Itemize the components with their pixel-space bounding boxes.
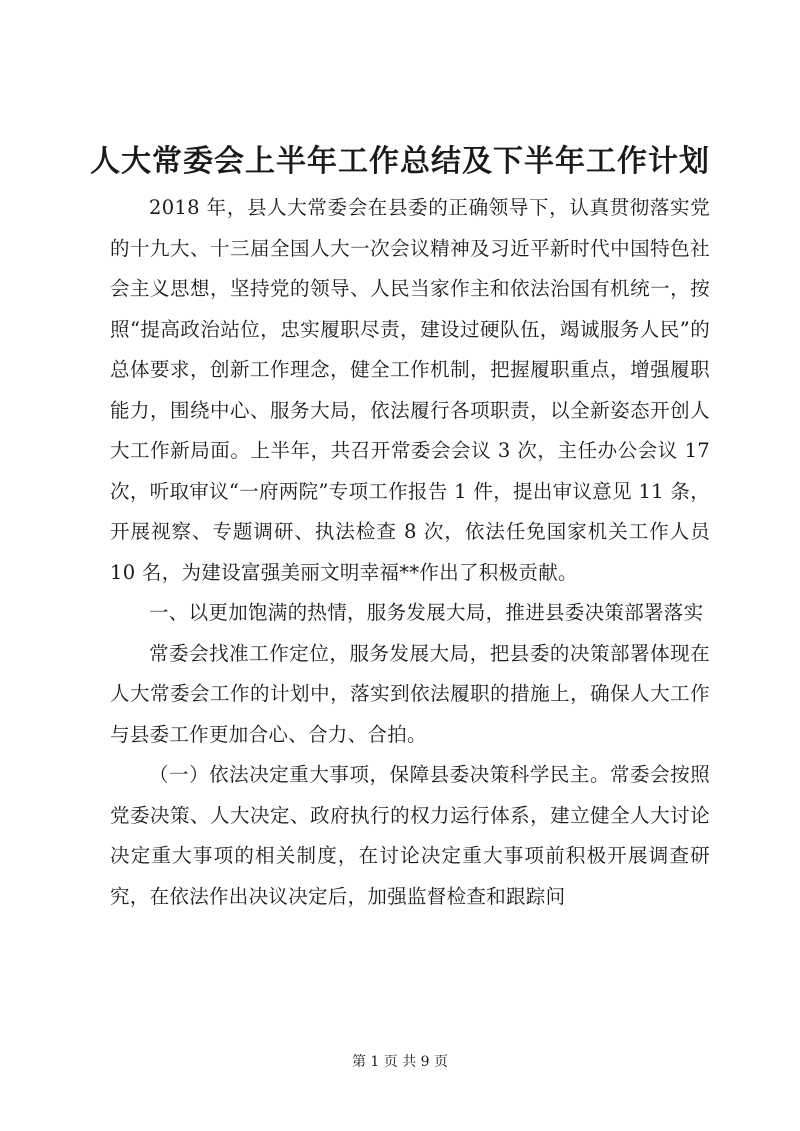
paragraph-subsection-one: （一）依法决定重大事项，保障县委决策科学民主。常委会按照党委决策、人大决定、政府执行的权力运行体系，建立健全人大讨论决定重大事项的相关制度，在讨论决定重大事项前积极开展调查研究，在依法作出决议决定后，加强监督检查和跟踪问 <box>110 763 710 908</box>
page-footer: 第 1 页 共 9 页 <box>351 1054 449 1070</box>
paragraph-section-summary: 常委会找准工作定位，服务发展大局，把县委的决策部署体现在人大常委会工作的计划中，落实到依法履职的措施上，确保人大工作与县委工作更加合心、合力、合拍。 <box>110 641 710 746</box>
document-title: 人大常委会上半年工作总结及下半年工作计划 <box>90 144 710 179</box>
paragraph-intro: 2018 年，县人大常委会在县委的正确领导下，认真贯彻落实党的十九大、十三届全国人大一次会议精神及习近平新时代中国特色社会主义思想，坚持党的领导、人民当家作主和依法治国有机统一，按照“提高政治站位，忠实履职尽责，建设过硬队伍，竭诚服务人民”的总体要求，创新工作理念，健全工作机制，把握履职重点，增强履职能力，围绕中心、服务大局，依法履行各项职责，以全新姿态开创人大工作新局面。上半年，共召开常委会会议 3 次，主任办公会议 17 次，听取审议“一府两院”专项工作报告 1 件，提出审议意见 11 条，开展视察、专题调研、执法检查 8 次，依法任免国家机关工作人员 10 名，为建设富强美丽文明幸福**作出了积极贡献。 <box>110 196 710 584</box>
document-body <box>110 188 710 917</box>
paragraph-section-heading: 一、以更加饱满的热情，服务发展大局，推进县委决策部署落实 <box>149 601 704 624</box>
